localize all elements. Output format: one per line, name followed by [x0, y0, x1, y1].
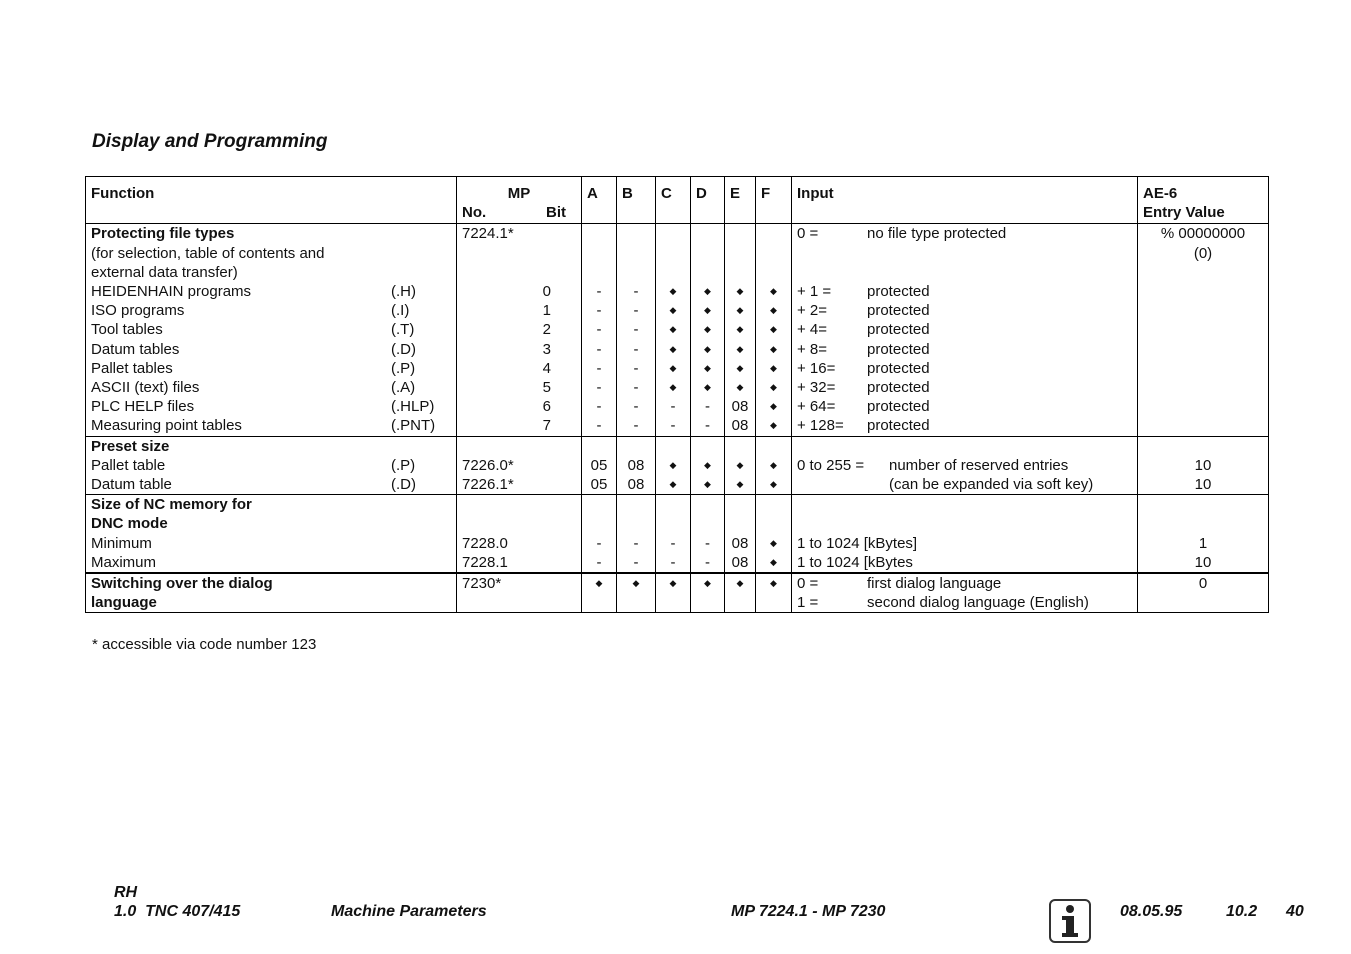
cell-f: ◆	[756, 534, 792, 553]
input-key: 1 =	[797, 594, 819, 612]
cell-f: ◆	[756, 397, 792, 416]
cell-d: ◆	[691, 378, 725, 397]
input-text: second dialog language (English)	[867, 594, 1089, 612]
input-key: 0 =	[797, 575, 819, 593]
input-text: first dialog language	[867, 575, 1002, 593]
cell-d: -	[691, 553, 725, 573]
cell-d: ◆	[691, 359, 725, 378]
table-row	[86, 359, 1269, 378]
row-bit: 7	[457, 416, 582, 436]
footnote: * accessible via code number 123	[92, 636, 317, 653]
machine-parameter-table	[85, 176, 1269, 613]
table-row	[86, 573, 1269, 613]
cell-f: ◆	[756, 416, 792, 436]
cell-f: ◆	[756, 282, 792, 301]
cell-b: -	[617, 534, 656, 553]
page-title: Display and Programming	[92, 131, 328, 152]
input-text: protected	[867, 302, 930, 320]
cell-a: ◆	[582, 573, 617, 613]
table-row	[86, 436, 1269, 456]
cell-e: 08	[725, 397, 756, 416]
cell-c: -	[656, 416, 691, 436]
cell-b: -	[617, 359, 656, 378]
footer-chapter: 10.2	[1226, 903, 1258, 920]
input-key: + 1 =	[797, 283, 832, 301]
table-row	[86, 475, 1269, 495]
footer-page: 40	[1286, 903, 1304, 920]
cell-a: -	[582, 378, 617, 397]
row-name: Tool tables	[91, 321, 163, 339]
mp-number: 7226.0*	[457, 456, 582, 475]
cell-b: -	[617, 282, 656, 301]
row-ext: (.PNT)	[391, 417, 436, 435]
input-text: protected	[867, 359, 930, 377]
cell-a: -	[582, 301, 617, 320]
cell-e: ◆	[725, 340, 756, 359]
cell-c: -	[656, 534, 691, 553]
cell-b: -	[617, 553, 656, 573]
row-name: Datum tables	[91, 340, 180, 358]
cell-b: -	[617, 378, 656, 397]
cell-d: ◆	[691, 340, 725, 359]
row-bit: 5	[457, 378, 582, 397]
input-key: + 16=	[797, 359, 836, 377]
input-text: 1 to 1024 [kBytes	[792, 553, 1138, 573]
cell-f: ◆	[756, 320, 792, 339]
cell-b: -	[617, 340, 656, 359]
cell-f: ◆	[756, 475, 792, 495]
input-key: + 8=	[797, 340, 828, 358]
cell-b: 08	[617, 475, 656, 495]
mp-number: 7230*	[457, 573, 582, 613]
cell-e: ◆	[725, 301, 756, 320]
cell-c: -	[656, 553, 691, 573]
row-name: ISO programs	[91, 302, 185, 320]
cell-e: ◆	[725, 282, 756, 301]
cell-d: ◆	[691, 573, 725, 613]
table-row	[86, 397, 1269, 416]
cell-e: ◆	[725, 573, 756, 613]
cell-a: -	[582, 359, 617, 378]
mp-number: 7228.1	[457, 553, 582, 573]
cell-d: -	[691, 534, 725, 553]
row-ext: (.P)	[391, 359, 416, 377]
input-text: protected	[867, 417, 930, 435]
section-title: Switching over the dialog	[91, 575, 273, 593]
cell-c: ◆	[656, 301, 691, 320]
cell-c: ◆	[656, 320, 691, 339]
input-key: + 4=	[797, 321, 828, 339]
cell-e: 08	[725, 416, 756, 436]
cell-c: ◆	[656, 456, 691, 475]
row-name: PLC HELP files	[91, 398, 195, 416]
row-bit: 6	[457, 397, 582, 416]
input-key: 0 =	[797, 225, 819, 243]
mp-number: 7224.1*	[457, 224, 582, 282]
table-row	[86, 553, 1269, 573]
row-name: ASCII (text) files	[91, 379, 200, 397]
table-row	[86, 416, 1269, 436]
header-input: Input	[792, 177, 1138, 224]
header-no: No.	[462, 204, 487, 222]
input-key: + 2=	[797, 302, 828, 320]
cell-e: 08	[725, 553, 756, 573]
row-name: Minimum	[86, 534, 457, 553]
row-ext: (.D)	[391, 476, 416, 494]
row-ext: (.T)	[391, 321, 415, 339]
cell-a: -	[582, 534, 617, 553]
row-name: Datum table	[91, 476, 172, 494]
input-text: protected	[867, 398, 930, 416]
header-bit: Bit	[546, 204, 566, 222]
entry-value: 10	[1138, 553, 1269, 573]
row-name: Pallet table	[91, 456, 166, 474]
cell-e: ◆	[725, 359, 756, 378]
cell-e: ◆	[725, 320, 756, 339]
row-ext: (.P)	[391, 456, 416, 474]
row-name: HEIDENHAIN programs	[91, 283, 252, 301]
header-entry-value	[1138, 177, 1269, 224]
cell-f: ◆	[756, 301, 792, 320]
section-title: language	[91, 594, 157, 612]
input-key: 0 to 255 =	[797, 456, 865, 474]
cell-e: ◆	[725, 378, 756, 397]
header-b: B	[617, 177, 656, 224]
footer-range: MP 7224.1 - MP 7230	[731, 903, 886, 920]
cell-a: -	[582, 553, 617, 573]
cell-a: -	[582, 416, 617, 436]
header-ae6: AE-6	[1143, 185, 1178, 202]
input-text: no file type protected	[867, 225, 1007, 243]
cell-f: ◆	[756, 359, 792, 378]
cell-b: -	[617, 416, 656, 436]
table-row	[86, 456, 1269, 475]
header-a: A	[582, 177, 617, 224]
cell-d: -	[691, 397, 725, 416]
row-ext: (.HLP)	[391, 398, 435, 416]
cell-c: ◆	[656, 340, 691, 359]
section-title: Preset size	[86, 436, 457, 456]
footer-version: 1.0 TNC 407/415	[114, 903, 241, 920]
section-title: DNC mode	[91, 515, 168, 533]
input-text: 1 to 1024 [kBytes]	[792, 534, 1138, 553]
cell-c: ◆	[656, 359, 691, 378]
input-text: protected	[867, 283, 930, 301]
input-key: + 128=	[797, 417, 844, 435]
cell-a: -	[582, 397, 617, 416]
cell-f: ◆	[756, 573, 792, 613]
entry-value: 0	[1138, 573, 1269, 613]
cell-c: ◆	[656, 475, 691, 495]
entry-value: 10	[1138, 475, 1269, 495]
row-ext: (.H)	[391, 283, 416, 301]
table-row	[86, 320, 1269, 339]
cell-e: ◆	[725, 456, 756, 475]
cell-c: ◆	[656, 573, 691, 613]
footer-date: 08.05.95	[1120, 903, 1183, 920]
cell-b: 08	[617, 456, 656, 475]
mp-number: 7228.0	[457, 534, 582, 553]
row-name: Maximum	[86, 553, 457, 573]
input-text: protected	[867, 321, 930, 339]
cell-a: -	[582, 340, 617, 359]
cell-c: ◆	[656, 282, 691, 301]
cell-a: 05	[582, 456, 617, 475]
header-function: Function	[86, 177, 457, 224]
footer-rh: RH	[114, 884, 138, 901]
header-d: D	[691, 177, 725, 224]
cell-e: 08	[725, 534, 756, 553]
header-mp-label: MP	[507, 185, 531, 202]
entry-value: 10	[1138, 456, 1269, 475]
section-desc: (for selection, table of contents and	[91, 244, 325, 262]
row-name: Measuring point tables	[91, 417, 242, 435]
cell-a: -	[582, 320, 617, 339]
input-text: protected	[867, 379, 930, 397]
input-key: + 32=	[797, 379, 836, 397]
cell-f: ◆	[756, 340, 792, 359]
cell-b: -	[617, 397, 656, 416]
header-mp	[457, 177, 582, 224]
footer-section: Machine Parameters	[331, 903, 487, 920]
table-row	[86, 224, 1269, 282]
cell-b: ◆	[617, 573, 656, 613]
cell-d: ◆	[691, 475, 725, 495]
mp-number: 7226.1*	[457, 475, 582, 495]
cell-f: ◆	[756, 456, 792, 475]
section-desc: external data transfer)	[91, 263, 238, 281]
cell-c: -	[656, 397, 691, 416]
cell-f: ◆	[756, 378, 792, 397]
cell-f: ◆	[756, 553, 792, 573]
table-row	[86, 378, 1269, 397]
row-ext: (.D)	[391, 340, 416, 358]
row-bit: 4	[457, 359, 582, 378]
cell-d: ◆	[691, 456, 725, 475]
header-c: C	[656, 177, 691, 224]
section-title: Protecting file types	[91, 225, 235, 243]
input-key: + 64=	[797, 398, 836, 416]
table-row	[86, 301, 1269, 320]
entry-value: 1	[1138, 534, 1269, 553]
row-name: Pallet tables	[91, 359, 173, 377]
header-e: E	[725, 177, 756, 224]
cell-a: 05	[582, 475, 617, 495]
cell-d: ◆	[691, 282, 725, 301]
input-text: (can be expanded via soft key)	[889, 476, 1094, 494]
entry-value: (0)	[1193, 244, 1213, 262]
table-row	[86, 340, 1269, 359]
cell-e: ◆	[725, 475, 756, 495]
table-row	[86, 534, 1269, 553]
section-title: Size of NC memory for	[91, 496, 252, 514]
cell-b: -	[617, 320, 656, 339]
info-icon	[1049, 899, 1091, 943]
entry-value: % 00000000	[1160, 225, 1246, 243]
input-text: protected	[867, 340, 930, 358]
cell-a: -	[582, 282, 617, 301]
header-f: F	[756, 177, 792, 224]
cell-b: -	[617, 301, 656, 320]
row-ext: (.A)	[391, 379, 416, 397]
row-bit: 3	[457, 340, 582, 359]
row-ext: (.I)	[391, 302, 410, 320]
header-entry: Entry Value	[1143, 204, 1225, 222]
cell-d: -	[691, 416, 725, 436]
table-row	[86, 495, 1269, 534]
cell-c: ◆	[656, 378, 691, 397]
row-bit: 0	[457, 282, 582, 301]
cell-d: ◆	[691, 301, 725, 320]
table-row	[86, 282, 1269, 301]
cell-d: ◆	[691, 320, 725, 339]
row-bit: 2	[457, 320, 582, 339]
row-bit: 1	[457, 301, 582, 320]
input-text: number of reserved entries	[889, 456, 1069, 474]
